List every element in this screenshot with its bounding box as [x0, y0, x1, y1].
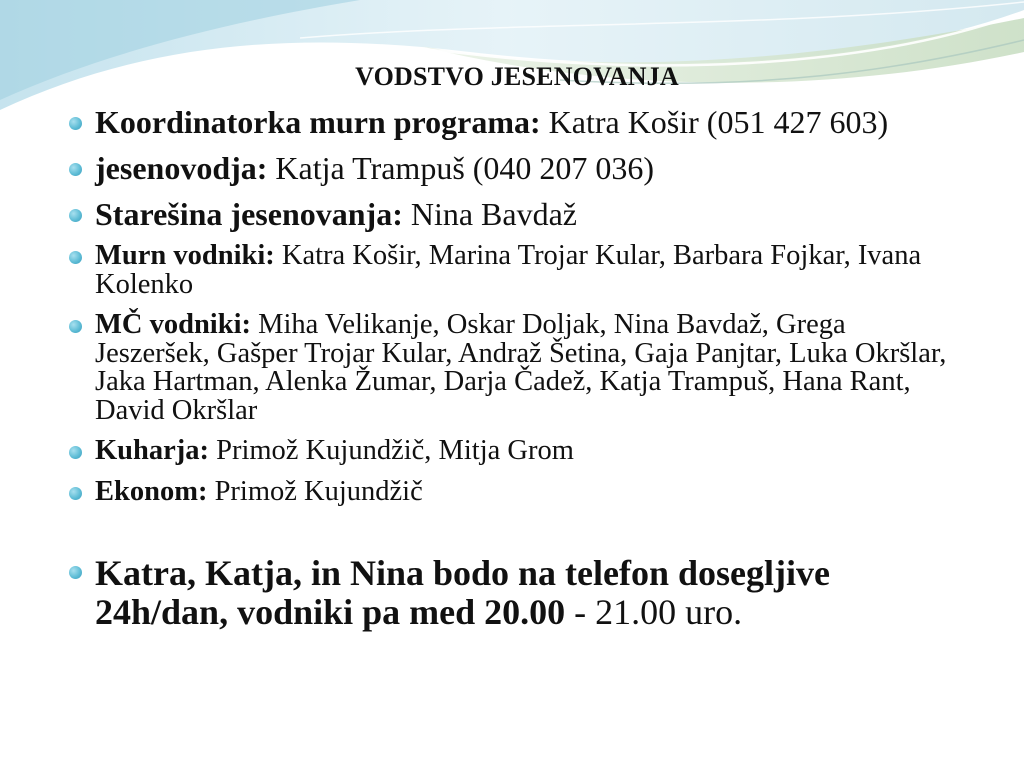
item-text: Katra Košir, Marina Trojar Kular, Barbara Fojkar, Ivana Kolenko — [95, 240, 922, 300]
bullet-icon — [69, 487, 82, 500]
contact-note — [66, 554, 966, 632]
bullet-icon — [69, 117, 82, 130]
item-label: Kuharja: — [95, 435, 209, 466]
item-label: MČ vodniki: — [95, 309, 251, 340]
list-item — [66, 152, 966, 184]
bullet-list — [66, 106, 966, 632]
slide-title: VODSTVO JESENOVANJA — [355, 62, 679, 91]
item-label: Koordinatorka murn programa: — [95, 104, 541, 140]
list-item — [66, 198, 966, 230]
item-label: Murn vodniki: — [95, 240, 275, 271]
list-item — [66, 311, 966, 425]
item-text: Katja Trampuš (040 207 036) — [267, 150, 655, 186]
item-text: Primož Kujundžič, Mitja Grom — [209, 435, 574, 466]
list-item — [66, 437, 966, 466]
item-text: Katra Košir (051 427 603) — [540, 104, 889, 140]
list-item — [66, 475, 966, 507]
bullet-icon — [69, 209, 82, 222]
list-item — [66, 242, 966, 299]
note-bold-text: Katra, Katja, in Nina bodo na telefon dosegljive 24h/dan, vodniki pa med 20.00 — [95, 553, 830, 632]
note-tail-text: - 21.00 uro. — [565, 591, 743, 632]
item-text: Primož Kujundžič — [207, 475, 423, 507]
item-label: Starešina jesenovanja: — [95, 196, 403, 232]
item-text: Nina Bavdaž — [402, 196, 577, 232]
bullet-icon — [69, 251, 82, 264]
item-text: Miha Velikanje, Oskar Doljak, Nina Bavdaž, Grega Jeszeršek, Gašper Trojar Kular, Andraž Šetina, Gaja Panjtar, Luka Okršlar, Jaka Hartman, Alenka Žumar, Darja Čadež, Katja Trampuš, Hana Rant, David Okršlar — [95, 309, 947, 426]
item-label: jesenovodja: — [95, 150, 268, 186]
bullet-icon — [69, 566, 82, 579]
item-label: Ekonom: — [95, 475, 208, 507]
bullet-icon — [69, 163, 82, 176]
bullet-icon — [69, 320, 82, 333]
bullet-icon — [69, 446, 82, 459]
list-item — [66, 106, 966, 138]
